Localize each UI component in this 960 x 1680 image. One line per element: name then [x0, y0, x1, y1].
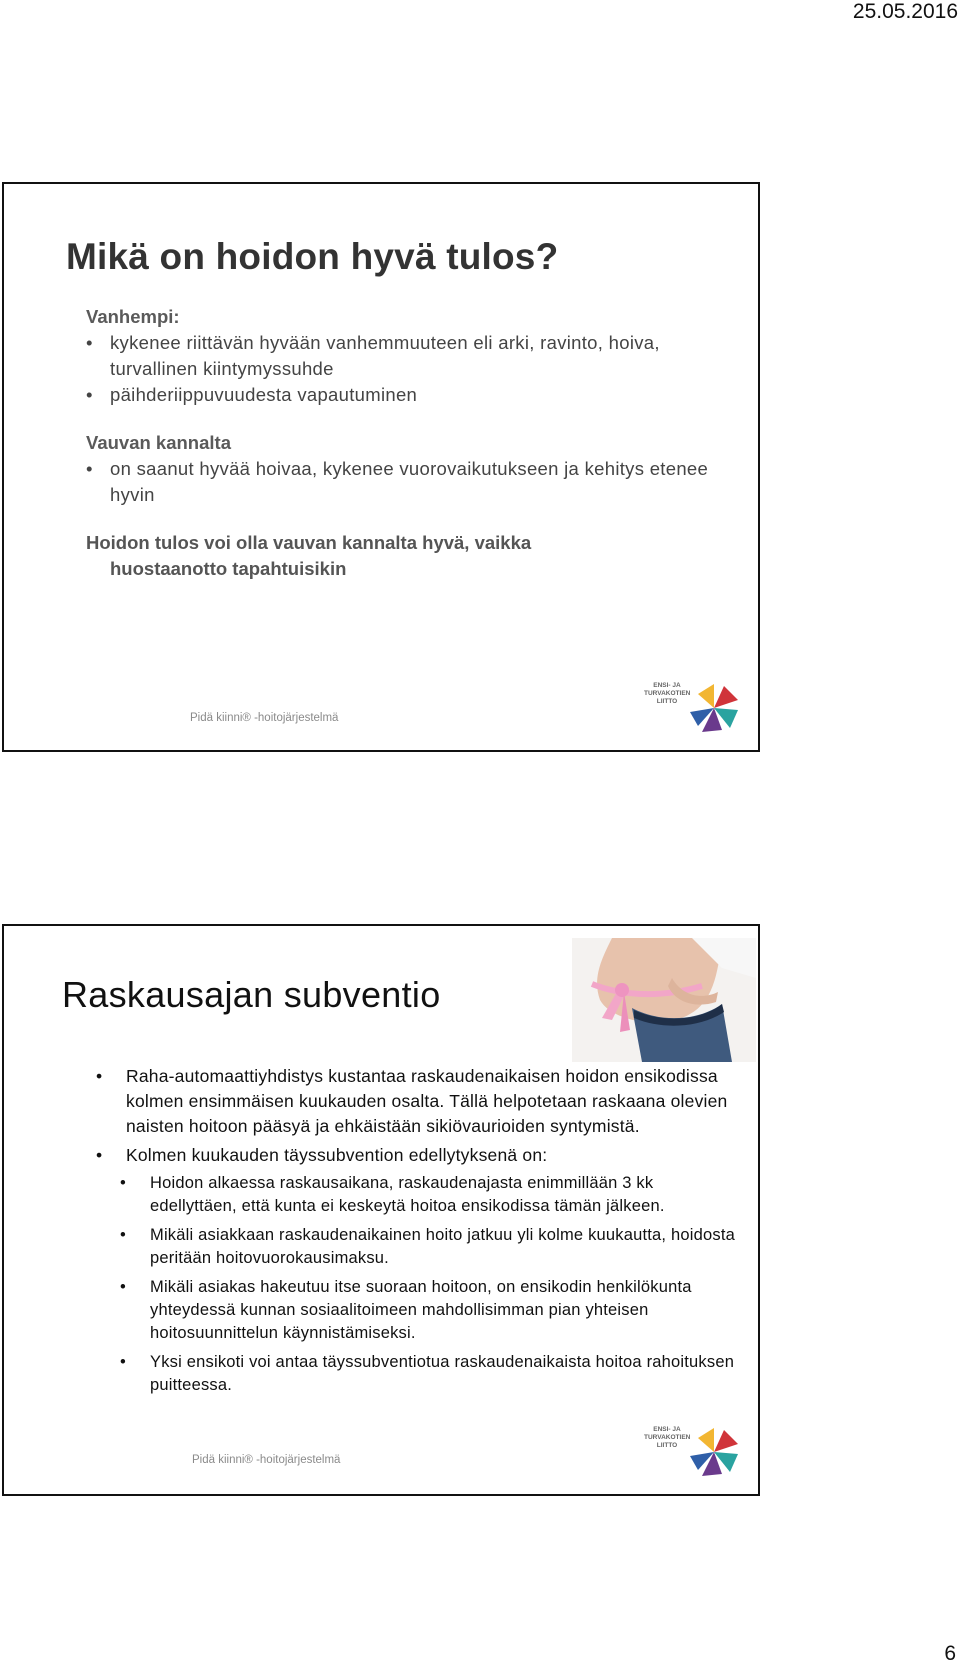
section-heading: Vanhempi:: [86, 306, 180, 327]
list-item-text: • Raha-automaattiyhdistys kustantaa raskaudenaikaisen hoidon ensikodissa kolmen ensimmäisen kuukauden osalta. Tällä helpotetaan raskaana olevien naisten hoitoon pääsyä ja ehkäistään sikiövaurioiden syntymistä.: [126, 1066, 728, 1136]
pinwheel-icon: [684, 680, 744, 736]
organization-logo: [644, 680, 744, 740]
logo-text: ENSI- JA TURVAKOTIEN LIITTO: [644, 682, 691, 705]
bullet-list: [96, 1064, 736, 1397]
sub-list-item: • Yksi ensikoti voi antaa täyssubventiotua raskaudenaikaista hoitoa rahoituksen puitteessa.: [120, 1351, 736, 1397]
slide-body: [96, 1064, 736, 1403]
pinwheel-icon: [684, 1424, 744, 1480]
bullet-list: [86, 456, 726, 508]
bullet-list: [86, 330, 726, 408]
list-item: • päihderiippuvuudesta vapautuminen: [86, 382, 726, 408]
sub-list-item: • Mikäli asiakas hakeutuu itse suoraan hoitoon, on ensikodin henkilökunta yhteydessä kunnan sosiaalitoimeen mahdollisimman pian yhteisen hoitosuunnittelun käynnistämiseksi.: [120, 1276, 736, 1345]
slide-footer: Pidä kiinni® -hoitojärjestelmä: [190, 712, 339, 724]
logo-text: ENSI- JA TURVAKOTIEN LIITTO: [644, 1426, 691, 1449]
slide-title: Raskausajan subventio: [62, 974, 441, 1015]
pregnant-woman-photo: [572, 938, 756, 1062]
slide-1: [2, 182, 760, 752]
page-date: 25.05.2016: [852, 0, 958, 23]
list-item: • kykenee riittävän hyvään vanhemmuuteen eli arki, ravinto, hoiva, turvallinen kiintymyssuhde: [86, 330, 726, 382]
sub-bullet-list: [120, 1172, 736, 1397]
sub-list-item: • Mikäli asiakkaan raskaudenaikainen hoito jatkuu yli kolme kuukautta, hoidosta peritään hoitovuorokausimaksu.: [120, 1224, 736, 1270]
slide-footer: Pidä kiinni® -hoitojärjestelmä: [192, 1454, 341, 1466]
list-item-text: • Kolmen kuukauden täyssubvention edellytyksenä on:: [126, 1145, 548, 1165]
page-number: 6: [944, 1642, 956, 1665]
list-item: • on saanut hyvää hoivaa, kykenee vuorovaikutukseen ja kehitys etenee hyvin: [86, 456, 726, 508]
list-item: [96, 1064, 736, 1139]
result-line: huostaanotto tapahtuisikin: [110, 558, 347, 579]
slide-title: Mikä on hoidon hyvä tulos?: [66, 236, 559, 277]
slide-body: [86, 304, 726, 582]
result-statement: [86, 530, 726, 582]
result-line: Hoidon tulos voi olla vauvan kannalta hyvä, vaikka: [86, 532, 532, 553]
sub-list-item: • Hoidon alkaessa raskausaikana, raskaudenajasta enimmillään 3 kk edellyttäen, että kunta ei keskeytä hoitoa ensikodissa tämän jälkeen.: [120, 1172, 736, 1218]
list-item: [96, 1143, 736, 1397]
slide-2: [2, 924, 760, 1496]
organization-logo: [644, 1424, 744, 1484]
section-heading: Vauvan kannalta: [86, 432, 231, 453]
